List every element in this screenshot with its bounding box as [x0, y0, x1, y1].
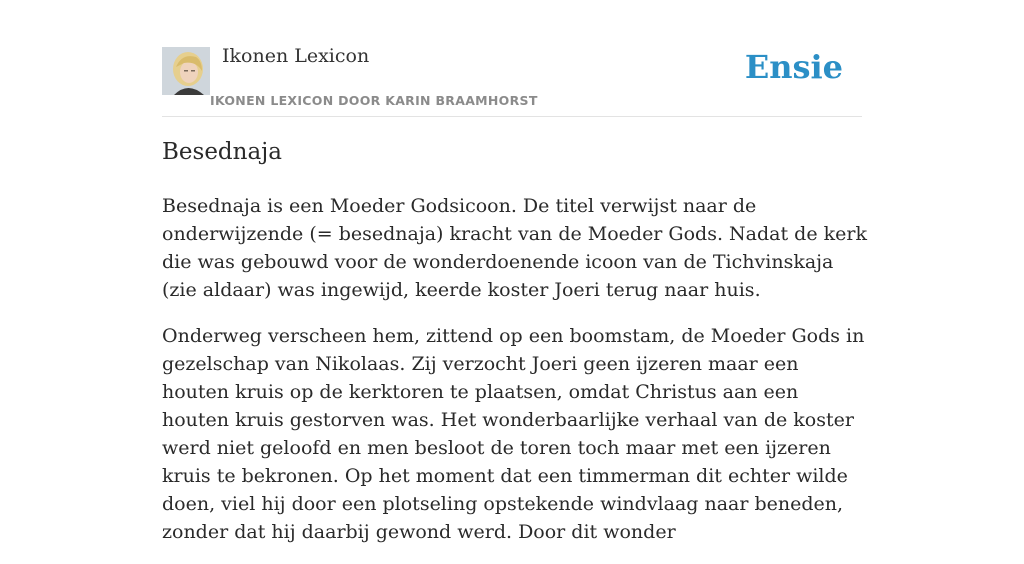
article-paragraph: Besednaja is een Moeder Godsicoon. De titel verwijst naar de onderwijzende (= besednaja) kracht van de Moeder Gods. Nadat de kerk die was gebouwd voor de wonderdoenende icoon van de Tichvinskaja (zie aldaar) was ingewijd, keerde koster Joeri terug naar huis.	[162, 195, 867, 301]
avatar-portrait	[162, 47, 210, 95]
article-title: Besednaja	[162, 139, 283, 165]
author-avatar-icon[interactable]	[162, 47, 210, 95]
site-subtitle[interactable]: IKONEN LEXICON DOOR KARIN BRAAMHORST	[210, 93, 538, 108]
site-header	[162, 44, 862, 117]
site-title[interactable]: Ikonen Lexicon	[222, 45, 370, 67]
article-body	[162, 192, 867, 564]
article-paragraph: Onderweg verscheen hem, zittend op een boomstam, de Moeder Gods in gezelschap van Nikolaas. Zij verzocht Joeri geen ijzeren maar een houten kruis op de kerktoren te plaatsen, omdat Christus aan een houten kruis gestorven was. Het wonderbaarlijke verhaal van de koster werd niet geloofd en men besloot de toren toch maar met een ijzeren kruis te bekronen. Op het moment dat een timmerman dit echter wilde doen, viel hij door een plotseling opstekende windvlaag naar beneden, zonder dat hij daarbij gewond werd. Door dit wonder	[162, 325, 865, 543]
ensie-logo[interactable]: Ensie	[744, 48, 843, 86]
